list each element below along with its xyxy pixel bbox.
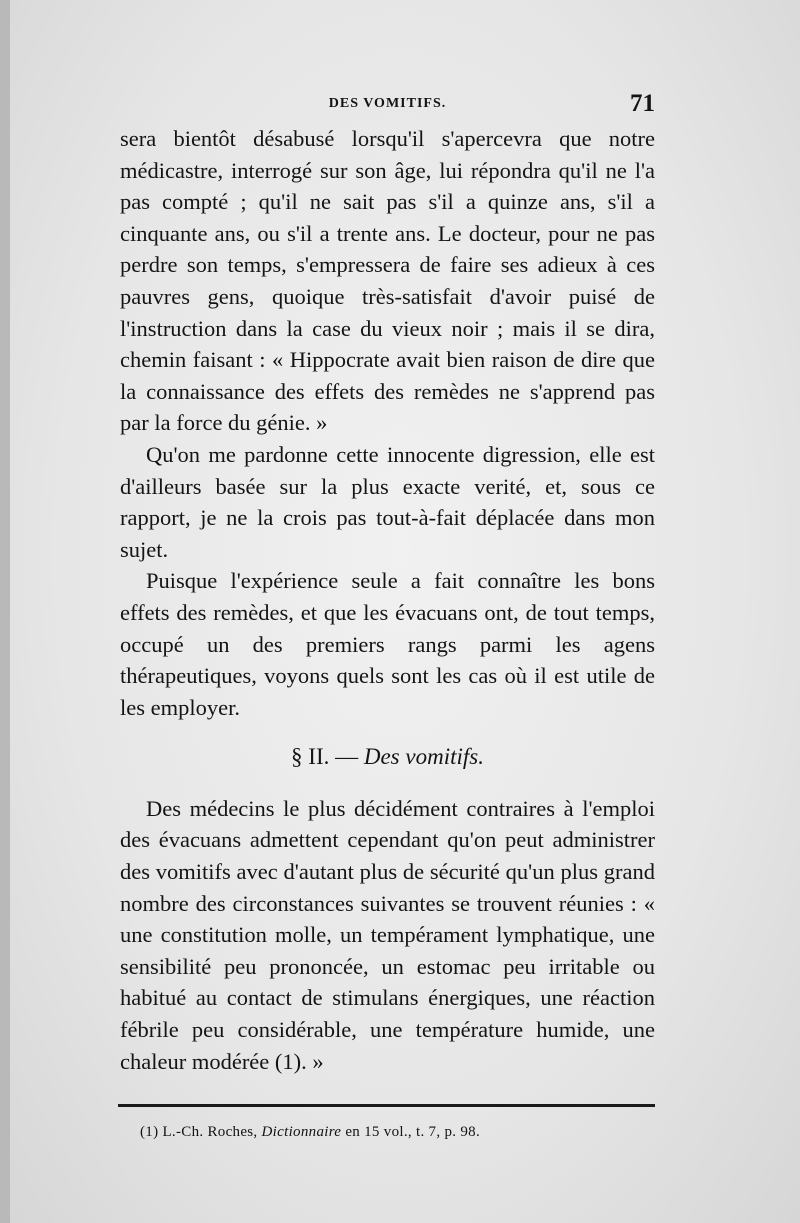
paragraph-experience: Puisque l'expérience seule a fait connaître les bons effets des remèdes, et que les évacuans ont, de tout temps, occupé un des premiers rangs parmi les agens thérapeutiques, voyons quels sont les cas où il est utile de les employer. bbox=[120, 568, 655, 720]
section-number: § II. — bbox=[291, 744, 359, 770]
paragraph-continued: sera bientôt désabusé lorsqu'il s'apercevra que notre médicastre, interrogé sur son âge, lui répondra qu'il ne l'a pas compté ; qu'il ne sait pas s'il a quinze ans, s'il a cinquante ans, ou s'il a trente ans. Le docteur, pour ne pas perdre son temps, s'empressera de faire ses adieux à ces pauvres gens, quoique très-satisfait d'avoir puisé de l'instruction dans la case du vieux noir ; mais il se dira, chemin faisant : « Hippocrate avait bien raison de dire que la connaissance des effets des remèdes ne s'apprend pas par la force du génie. » bbox=[120, 126, 655, 436]
page-body bbox=[120, 123, 655, 1077]
section-heading bbox=[120, 741, 655, 773]
footnote bbox=[140, 1124, 480, 1141]
footnote-work: Dictionnaire bbox=[261, 1124, 342, 1140]
section-title: Des vomitifs. bbox=[363, 744, 484, 770]
paragraph-digression: Qu'on me pardonne cette innocente digression, elle est d'ailleurs basée sur la plus exacte verité, et, sous ce rapport, je ne la crois pas tout-à-fait déplacée dans mon sujet. bbox=[120, 441, 655, 562]
footnote-details: en 15 vol., t. 7, p. 98. bbox=[345, 1124, 481, 1140]
footnote-marker: (1) bbox=[140, 1124, 159, 1140]
running-head-title: DES VOMITIFS. bbox=[328, 96, 447, 111]
page-edge-shadow bbox=[0, 0, 10, 1223]
paragraph-vomitifs: Des médecins le plus décidément contraires à l'emploi des évacuans admettent cependant qu'on peut administrer des vomitifs avec d'autant plus de sécurité qu'un plus grand nombre des circonstances suivantes se trouvent réunies : « une constitution molle, un tempérament lymphatique, une sensibilité peu prononcée, un estomac peu irritable ou habitué au contact de stimulans énergiques, une réaction fébrile peu considérable, une température humide, une chaleur modérée (1). » bbox=[120, 795, 655, 1074]
footnote-author: L.-Ch. Roches, bbox=[162, 1124, 258, 1140]
page-number: 71 bbox=[630, 90, 655, 117]
running-head bbox=[120, 90, 655, 120]
footnote-rule bbox=[118, 1104, 655, 1107]
